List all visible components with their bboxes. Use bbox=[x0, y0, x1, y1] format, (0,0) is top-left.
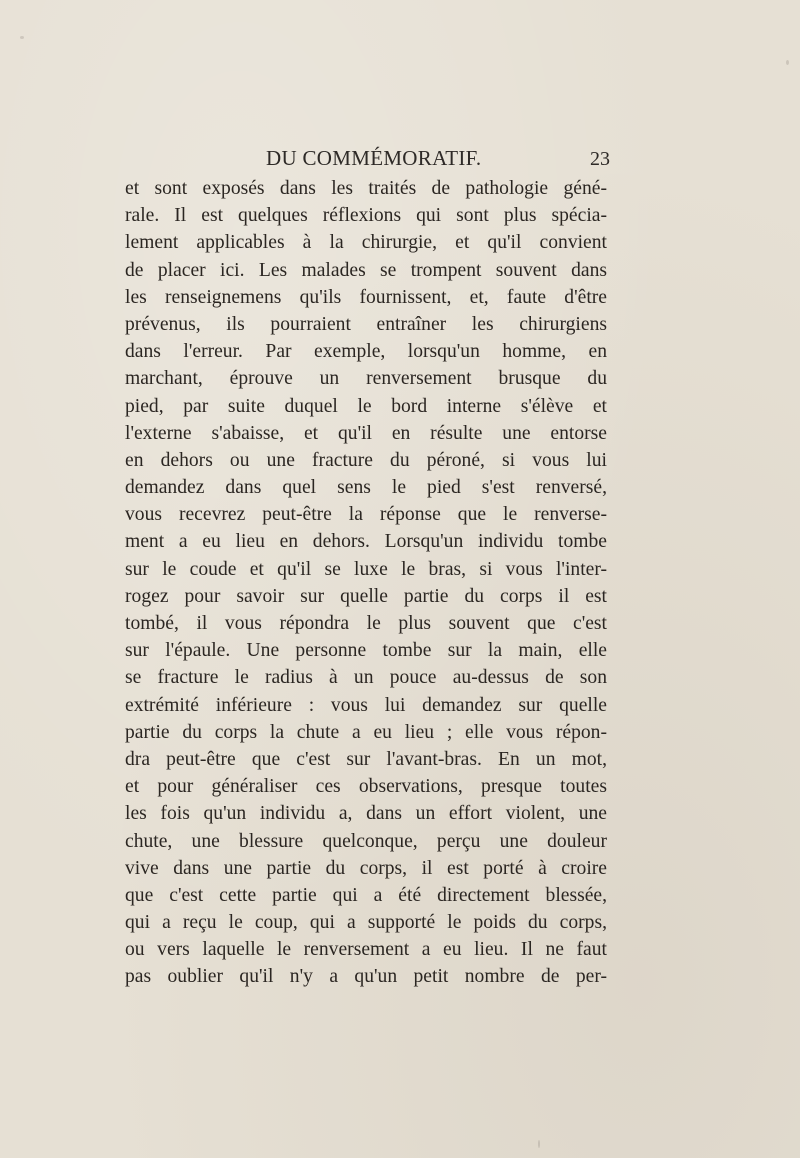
text-line: partie du corps la chute a eu lieu ; elle vous répon- bbox=[125, 721, 607, 743]
text-line: prévenus, ils pourraient entraîner les chirurgiens bbox=[125, 313, 607, 335]
text-line: rogez pour savoir sur quelle partie du corps il est bbox=[125, 585, 607, 607]
text-line: se fracture le radius à un pouce au-dessus de son bbox=[125, 667, 607, 689]
body-text bbox=[125, 175, 607, 991]
text-line: de placer ici. Les malades se trompent souvent dans bbox=[125, 259, 607, 281]
paper-speck bbox=[20, 36, 24, 39]
text-line: et sont exposés dans les traités de pathologie géné- bbox=[125, 178, 607, 199]
text-line: tombé, il vous répondra le plus souvent que c'est bbox=[125, 613, 607, 634]
text-line: rale. Il est quelques réflexions qui sont plus spécia- bbox=[125, 205, 607, 227]
text-line: pied, par suite duquel le bord interne s'élève et bbox=[125, 395, 607, 417]
text-line: dra peut-être que c'est sur l'avant-bras. En un mot, bbox=[125, 748, 607, 770]
text-line: en dehors ou une fracture du péroné, si vous lui bbox=[125, 449, 607, 471]
text-line: les fois qu'un individu a, dans un effort violent, une bbox=[125, 803, 607, 825]
page-header bbox=[120, 146, 610, 172]
text-line: vous recevrez peut-être la réponse que le renverse- bbox=[125, 504, 607, 526]
text-line: sur le coude et qu'il se luxe le bras, si vous l'inter- bbox=[125, 558, 607, 580]
paper-speck bbox=[786, 60, 789, 65]
text-line: ou vers laquelle le renversement a eu lieu. Il ne faut bbox=[125, 939, 607, 961]
paper-speck bbox=[538, 1140, 540, 1148]
text-line: demandez dans quel sens le pied s'est renversé, bbox=[125, 477, 607, 499]
text-line: lement applicables à la chirurgie, et qu'il convient bbox=[125, 232, 607, 254]
text-line: vive dans une partie du corps, il est porté à croire bbox=[125, 857, 607, 879]
text-line: dans l'erreur. Par exemple, lorsqu'un homme, en bbox=[125, 341, 607, 363]
text-line: ment a eu lieu en dehors. Lorsqu'un individu tombe bbox=[125, 531, 607, 553]
text-line: chute, une blessure quelconque, perçu une douleur bbox=[125, 830, 607, 852]
text-line: et pour généraliser ces observations, presque toutes bbox=[125, 776, 607, 798]
running-head: DU COMMÉMORATIF. bbox=[266, 146, 482, 170]
text-line: extrémité inférieure : vous lui demandez sur quelle bbox=[125, 694, 607, 716]
text-line: pas oublier qu'il n'y a qu'un petit nombre de per- bbox=[125, 966, 607, 988]
text-line: sur l'épaule. Une personne tombe sur la main, elle bbox=[125, 640, 607, 662]
text-line: qui a reçu le coup, qui a supporté le poids du corps, bbox=[125, 912, 607, 934]
text-line: que c'est cette partie qui a été directement blessée, bbox=[125, 884, 607, 906]
page-number: 23 bbox=[590, 148, 610, 170]
text-line: les renseignemens qu'ils fournissent, et, faute d'être bbox=[125, 286, 607, 308]
text-line: l'externe s'abaisse, et qu'il en résulte une entorse bbox=[125, 422, 607, 444]
text-line: marchant, éprouve un renversement brusque du bbox=[125, 368, 607, 390]
